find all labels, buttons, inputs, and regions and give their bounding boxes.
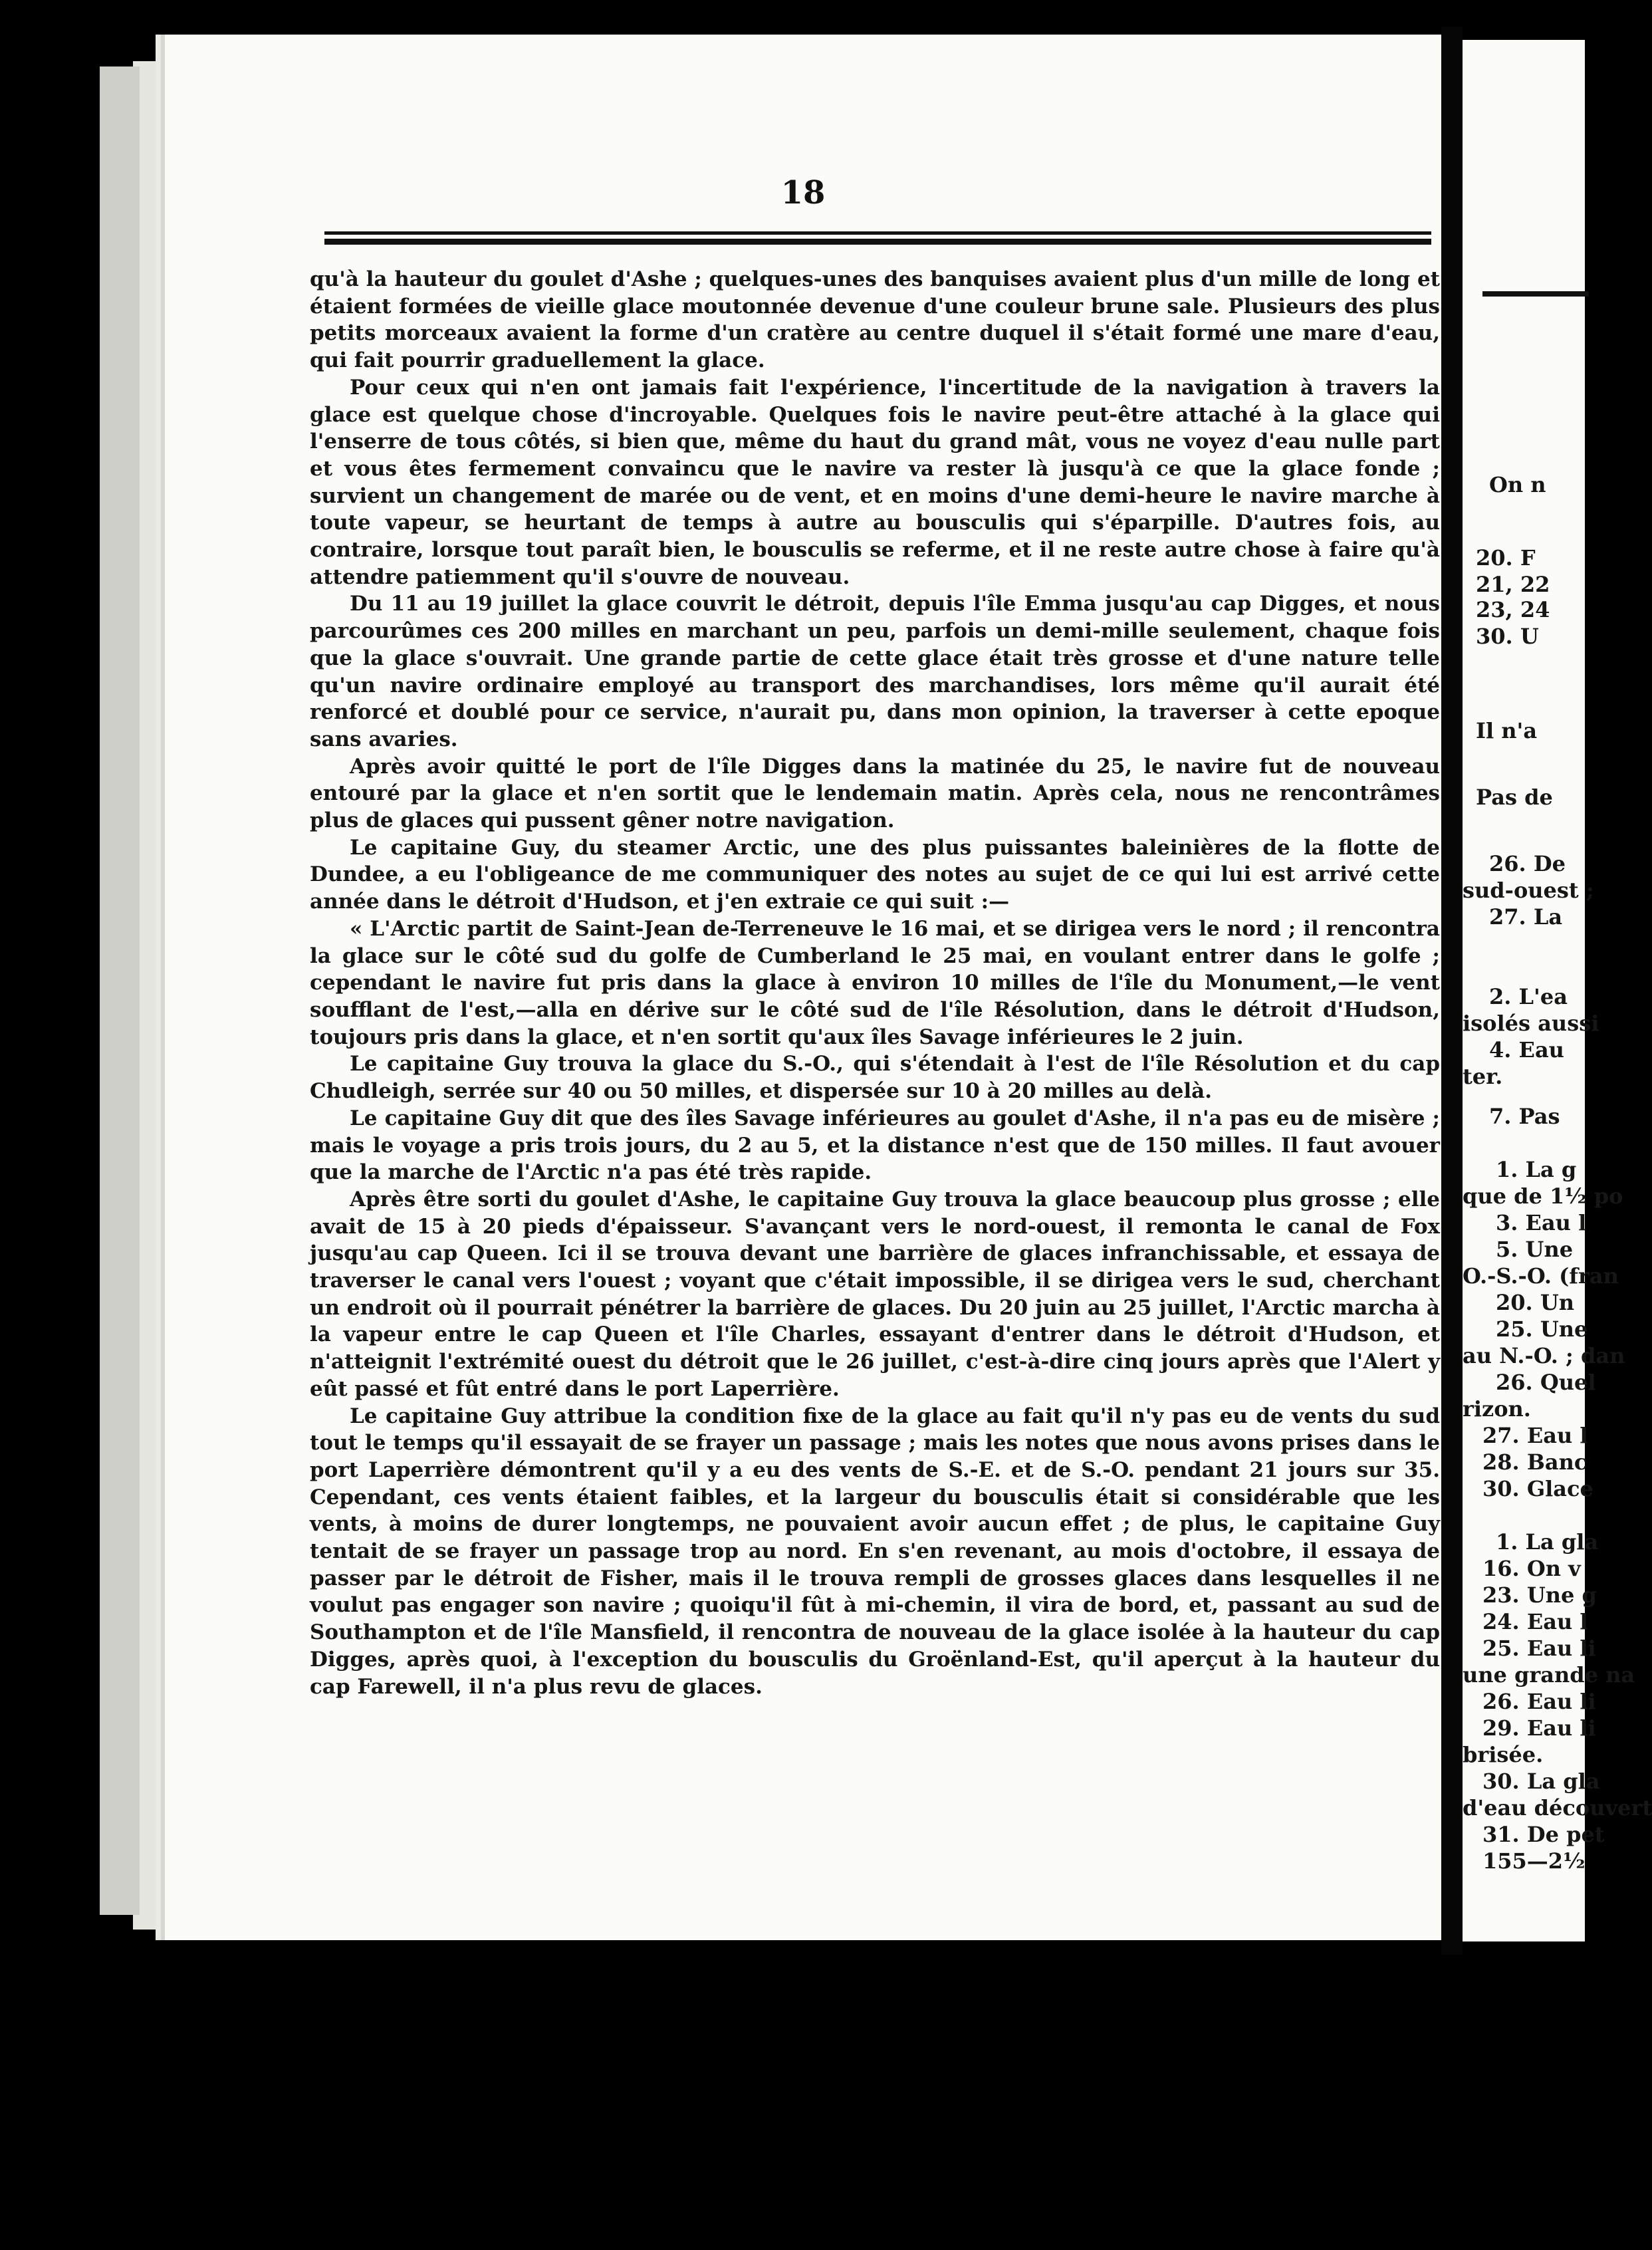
paragraph: Le capitaine Guy attribue la condition fixe de la glace au fait qu'il n'y pas eu de vents du sud tout le temps qu'il essayait de se frayer un passage ; mais les notes que nous avons prises dans le port Laperrière démontrent qu'il y a eu des vents de S.-E. et de S.-O. pendant 21 jours sur 35. Cependant, ces vents étaient faibles, et la largeur du bousculis était si considérable que les vents, à moins de durer longtemps, ne pouvaient avoir aucun effet ; de plus, le capitaine Guy tentait de se frayer un passage trop au nord. En s'en revenant, au mois d'octobre, il essaya de passer par le détroit de Fisher, mais il le trouva rempli de grosses glaces dans lesquelles il ne voulut pas engager son navire ; quoiqu'il fût à mi-chemin, il vira de bord, et, passant au sud de Southampton et de l'île Mansfield, il rencontra de nouveau de la glace isolée à la hauteur du cap Digges, après quoi, à l'exception du bousculis du Groënland-Est, qu'il aperçut à la hauteur du cap Farewell, il n'a plus revu de glaces. [310, 1404, 1440, 1699]
right-page-line: 16. On v [1482, 1556, 1581, 1581]
right-page-line: 23. Une g [1482, 1582, 1597, 1608]
right-page-line: 30. U [1476, 624, 1539, 649]
left-page [165, 35, 1441, 1940]
right-page-line: 26. Quel [1496, 1370, 1596, 1395]
right-page-line: au N.-O. ; dan [1463, 1343, 1625, 1368]
right-page-line: 1. La gla [1496, 1529, 1599, 1555]
right-page-line: 23, 24 [1476, 597, 1550, 622]
right-page-line: que de 1½ po [1463, 1184, 1623, 1209]
right-page-line: On n [1489, 472, 1546, 497]
right-page-line: O.-S.-O. (fran [1463, 1263, 1619, 1289]
right-page-line: 30. Glace [1482, 1476, 1593, 1501]
header-rule-top [324, 231, 1431, 235]
paragraph: Du 11 au 19 juillet la glace couvrit le détroit, depuis l'île Emma jusqu'au cap Digges, et nous parcourûmes ces 200 milles en marchant un peu, parfois un demi-mille seulement, chaque fois que la glace s'ouvrait. Une grande partie de cette glace était très grosse et d'une nature telle qu'un navire ordinaire employé au transport des marchandises, lors même qu'il aurait été renforcé et doublé pour ce service, n'aurait pu, dans mon opinion, la traverser à cette epoque sans avaries. [310, 592, 1440, 751]
right-page-line: 27. La [1489, 904, 1563, 930]
body-text [310, 266, 1440, 1700]
paragraph: qu'à la hauteur du goulet d'Ashe ; quelques-unes des banquises avaient plus d'un mille de long et étaient formées de vieille glace moutonnée devenue d'une couleur brune sale. Plusieurs des plus petits morceaux avaient la forme d'un cratère au centre duquel il s'était formé une mare d'eau, qui fait pourrir graduellement la glace. [310, 267, 1440, 373]
right-page-line: 24. Eau l [1482, 1609, 1588, 1634]
right-page-line: 25. Une [1496, 1316, 1588, 1342]
paragraph: « L'Arctic partit de Saint-Jean de-Terreneuve le 16 mai, et se dirigea vers le nord ; il rencontra la glace sur le côté sud du golfe de Cumberland le 25 mai, en voulant entrer dans le golfe ; cependant le navire fut pris dans la glace à environ 10 milles de l'île du Monument,—le vent soufflant de l'est,—alla en dérive sur le côté sud de l'île Résolution, dans le détroit d'Hudson, toujours pris dans la glace, et n'en sortit qu'aux îles Savage inférieures le 2 juin. [310, 916, 1440, 1049]
right-page-line: 1. La g [1496, 1157, 1577, 1182]
right-page-line: brisée. [1463, 1742, 1544, 1767]
right-page-line: 21, 22 [1476, 572, 1550, 597]
right-page-line: isolés aussi [1463, 1011, 1599, 1036]
right-page-line: Il n'a [1476, 718, 1538, 743]
right-page-lines [1463, 40, 1652, 1941]
right-page-line: 27. Eau l [1482, 1423, 1588, 1448]
right-page-line: 2. L'ea [1489, 984, 1568, 1009]
right-page-line: 29. Eau li [1482, 1715, 1596, 1741]
right-page-line: 26. De [1489, 851, 1566, 876]
right-page-line: 28. Banc [1482, 1449, 1588, 1475]
right-page-line: ter. [1463, 1064, 1503, 1089]
paragraph: Le capitaine Guy dit que des îles Savage inférieures au goulet d'Ashe, il n'a pas eu de misère ; mais le voyage a pris trois jours, du 2 au 5, et la distance n'est que de 150 milles. Il faut avouer que la marche de l'Arctic n'a pas été très rapide. [310, 1106, 1440, 1185]
paragraph: Après avoir quitté le port de l'île Digges dans la matinée du 25, le navire fut de nouveau entouré par la glace et n'en sortit que le lendemain matin. Après cela, nous ne rencontrâmes plus de glaces qui pussent gêner notre navigation. [310, 754, 1440, 833]
right-page-line: rizon. [1463, 1396, 1531, 1422]
book-gutter [1441, 27, 1463, 1955]
right-page-line: 4. Eau [1489, 1037, 1564, 1062]
right-page-line: une grande na [1463, 1662, 1635, 1688]
paragraph: Le capitaine Guy, du steamer Arctic, une des plus puissantes baleinières de la flotte de Dundee, a eu l'obligeance de me communiquer des notes au sujet de ce qui lui est arrivé cette année dans le détroit d'Hudson, et j'en extraie ce qui suit :— [310, 835, 1440, 914]
right-page-line: 26. Eau li [1482, 1689, 1596, 1714]
right-page-line: 20. Un [1496, 1290, 1574, 1315]
paragraph: Après être sorti du goulet d'Ashe, le capitaine Guy trouva la glace beaucoup plus grosse ; elle avait de 15 à 20 pieds d'épaisseur. S'avançant vers le nord-ouest, il remonta le canal de Fox jusqu'au cap Queen. Ici il se trouva devant une barrière de glaces infranchissable, et essaya de traverser le canal vers l'ouest ; voyant que c'était impossible, il se dirigea vers le sud, cherchant un endroit où il pourrait pénétrer la barrière de glaces. Du 20 juin au 25 juillet, l'Arctic marcha à la vapeur entre le cap Queen et l'île Charles, essayant d'entrer dans le détroit d'Hudson, et n'atteignit l'extrémité ouest du détroit que le 26 juillet, c'est-à-dire cinq jours après que l'Alert y eût passé et fût entré dans le port Laperrière. [310, 1187, 1440, 1401]
header-rule-bottom [324, 239, 1431, 245]
right-page-line: 20. F [1476, 545, 1536, 570]
right-page-line: Pas de [1476, 785, 1553, 810]
right-page-line: 5. Une [1496, 1237, 1574, 1262]
right-page-line: 30. La gla [1482, 1769, 1600, 1794]
right-page-line: sud-ouest ; [1463, 878, 1594, 903]
page-number: 18 [780, 174, 826, 211]
right-page-line: 155—2½ [1482, 1848, 1586, 1874]
right-page-line: d'eau découvert [1463, 1795, 1652, 1820]
paragraph: Pour ceux qui n'en ont jamais fait l'expérience, l'incertitude de la navigation à travers la glace est quelque chose d'incroyable. Quelques fois le navire peut-être attaché à la glace qui l'enserre de tous côtés, si bien que, même du haut du grand mât, vous ne voyez d'eau nulle part et vous êtes fermement convaincu que le navire va rester là jusqu'à ce que la glace fonde ; survient un changement de marée ou de vent, et en moins d'une demi-heure le navire marche à toute vapeur, se heurtant de temps à autre au bousculis qui s'éparpille. D'autres fois, au contraire, lorsque tout paraît bien, le bousculis se referme, et il ne reste autre chose à faire qu'à attendre patiemment qu'il s'ouvre de nouveau. [310, 375, 1440, 589]
right-page-fragment [1463, 40, 1652, 1941]
right-page-line: 7. Pas [1489, 1104, 1560, 1129]
right-page-line: 31. De pet [1482, 1822, 1605, 1847]
page-stack-edge [100, 66, 140, 1915]
right-page-line: 3. Eau l [1496, 1210, 1587, 1235]
paragraph: Le capitaine Guy trouva la glace du S.-O., qui s'étendait à l'est de l'île Résolution et du cap Chudleigh, serrée sur 40 ou 50 milles, et dispersée sur 10 à 20 milles au delà. [310, 1052, 1440, 1104]
right-page-line: 25. Eau li [1482, 1636, 1596, 1661]
